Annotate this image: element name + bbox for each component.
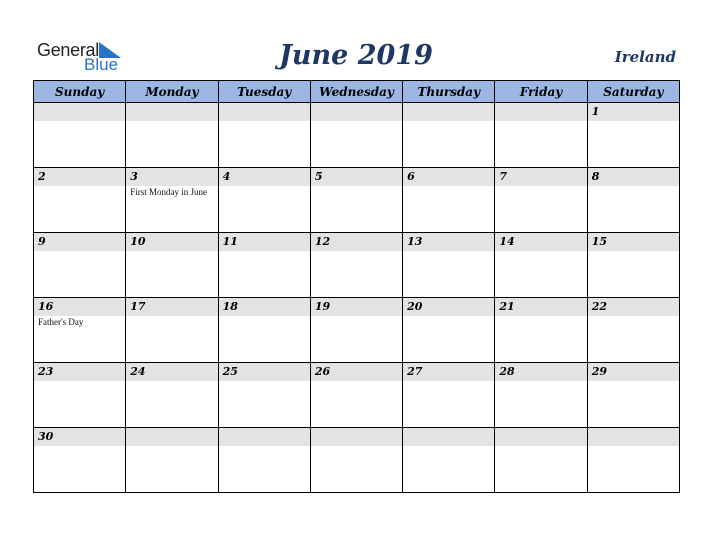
- day-event: [311, 446, 402, 447]
- day-cell: [587, 168, 679, 233]
- day-number: [311, 103, 402, 121]
- day-event: [311, 251, 402, 252]
- logo-text-blue: Blue: [84, 55, 119, 74]
- day-cell: [218, 233, 310, 298]
- day-cell: [495, 103, 587, 168]
- day-event: [495, 316, 586, 317]
- day-cell: [587, 298, 679, 363]
- day-event: [126, 381, 217, 382]
- day-cell: [403, 103, 495, 168]
- day-cell: [218, 298, 310, 363]
- day-cell: [218, 168, 310, 233]
- day-cell: [310, 298, 402, 363]
- weekday-header: Thursday: [403, 81, 495, 103]
- logo-text-general: General: [37, 40, 99, 60]
- day-event: [403, 316, 494, 317]
- day-number: 3: [126, 168, 217, 186]
- day-number: 4: [219, 168, 310, 186]
- day-number: [403, 103, 494, 121]
- day-cell: [495, 363, 587, 428]
- day-event: [403, 381, 494, 382]
- day-event: [219, 121, 310, 122]
- day-number: 1: [588, 103, 679, 121]
- day-event: [126, 251, 217, 252]
- day-number: 9: [34, 233, 125, 251]
- day-number: [126, 428, 217, 446]
- day-number: 29: [588, 363, 679, 381]
- day-event: [34, 186, 125, 187]
- day-cell: [126, 103, 218, 168]
- day-number: 14: [495, 233, 586, 251]
- day-cell: [34, 298, 126, 363]
- day-event: Father's Day: [38, 317, 84, 327]
- day-number: 27: [403, 363, 494, 381]
- day-event: [126, 316, 217, 317]
- week-row: [34, 168, 680, 233]
- week-row: [34, 103, 680, 168]
- day-cell: [403, 428, 495, 493]
- day-cell: [310, 363, 402, 428]
- day-event: [34, 121, 125, 122]
- country-label: Ireland: [614, 48, 676, 66]
- day-event: [495, 381, 586, 382]
- day-cell: [126, 298, 218, 363]
- day-event: [219, 446, 310, 447]
- day-cell: [310, 428, 402, 493]
- day-number: 30: [34, 428, 125, 446]
- day-event: [219, 186, 310, 187]
- week-row: [34, 298, 680, 363]
- day-number: 19: [311, 298, 402, 316]
- calendar-grid: [33, 80, 680, 493]
- day-number: 15: [588, 233, 679, 251]
- day-cell: [218, 428, 310, 493]
- day-event: First Monday in June: [130, 187, 208, 197]
- day-number: 17: [126, 298, 217, 316]
- day-number: 28: [495, 363, 586, 381]
- day-cell: [218, 363, 310, 428]
- day-number: 10: [126, 233, 217, 251]
- day-number: 24: [126, 363, 217, 381]
- day-event: [219, 381, 310, 382]
- day-cell: [34, 233, 126, 298]
- day-cell: [495, 298, 587, 363]
- day-event: [588, 251, 679, 252]
- day-number: 13: [403, 233, 494, 251]
- day-event: [126, 446, 217, 447]
- day-event: [311, 316, 402, 317]
- day-cell: [126, 168, 218, 233]
- day-event: [495, 186, 586, 187]
- day-number: 7: [495, 168, 586, 186]
- day-number: 26: [311, 363, 402, 381]
- day-cell: [403, 168, 495, 233]
- day-event: [495, 121, 586, 122]
- day-number: 16: [34, 298, 125, 316]
- day-event: [588, 186, 679, 187]
- day-cell: [34, 363, 126, 428]
- day-event: [311, 121, 402, 122]
- day-number: 20: [403, 298, 494, 316]
- weekday-header: Wednesday: [310, 81, 402, 103]
- day-number: 21: [495, 298, 586, 316]
- day-event: [588, 121, 679, 122]
- day-event: [34, 381, 125, 382]
- day-event: [588, 446, 679, 447]
- day-event: [403, 446, 494, 447]
- day-cell: [218, 103, 310, 168]
- calendar-title: June 2019: [279, 40, 433, 71]
- day-event: [311, 186, 402, 187]
- week-row: [34, 428, 680, 493]
- day-cell: [310, 233, 402, 298]
- day-cell: [34, 103, 126, 168]
- day-number: 6: [403, 168, 494, 186]
- day-cell: [34, 428, 126, 493]
- day-number: 2: [34, 168, 125, 186]
- day-cell: [310, 103, 402, 168]
- day-event: [495, 446, 586, 447]
- day-cell: [495, 428, 587, 493]
- day-event: [34, 251, 125, 252]
- day-event: [403, 251, 494, 252]
- weekday-header: Monday: [126, 81, 218, 103]
- day-number: 12: [311, 233, 402, 251]
- day-event: [403, 186, 494, 187]
- weekday-header: Sunday: [34, 81, 126, 103]
- day-event: [219, 316, 310, 317]
- day-number: [311, 428, 402, 446]
- day-cell: [495, 233, 587, 298]
- day-number: [588, 428, 679, 446]
- day-number: [495, 428, 586, 446]
- day-number: 5: [311, 168, 402, 186]
- day-cell: [587, 103, 679, 168]
- day-cell: [403, 363, 495, 428]
- day-event: [403, 121, 494, 122]
- week-row: [34, 233, 680, 298]
- day-number: 25: [219, 363, 310, 381]
- day-event: [34, 446, 125, 447]
- day-number: [403, 428, 494, 446]
- day-cell: [403, 233, 495, 298]
- day-event: [588, 381, 679, 382]
- day-number: [219, 103, 310, 121]
- day-event: [126, 121, 217, 122]
- day-cell: [34, 168, 126, 233]
- weekday-header-row: [34, 81, 680, 103]
- day-cell: [310, 168, 402, 233]
- weekday-header: Saturday: [587, 81, 679, 103]
- week-row: [34, 363, 680, 428]
- day-number: [34, 103, 125, 121]
- day-number: 23: [34, 363, 125, 381]
- day-number: 8: [588, 168, 679, 186]
- day-number: [495, 103, 586, 121]
- day-number: 22: [588, 298, 679, 316]
- day-cell: [495, 168, 587, 233]
- day-number: [219, 428, 310, 446]
- weekday-header: Friday: [495, 81, 587, 103]
- day-event: [219, 251, 310, 252]
- day-number: [126, 103, 217, 121]
- day-event: [311, 381, 402, 382]
- day-cell: [403, 298, 495, 363]
- day-cell: [587, 428, 679, 493]
- day-event: [588, 316, 679, 317]
- day-cell: [126, 233, 218, 298]
- day-event: [495, 251, 586, 252]
- day-number: 18: [219, 298, 310, 316]
- day-number: 11: [219, 233, 310, 251]
- day-cell: [126, 428, 218, 493]
- day-cell: [587, 363, 679, 428]
- day-cell: [126, 363, 218, 428]
- weekday-header: Tuesday: [218, 81, 310, 103]
- day-cell: [587, 233, 679, 298]
